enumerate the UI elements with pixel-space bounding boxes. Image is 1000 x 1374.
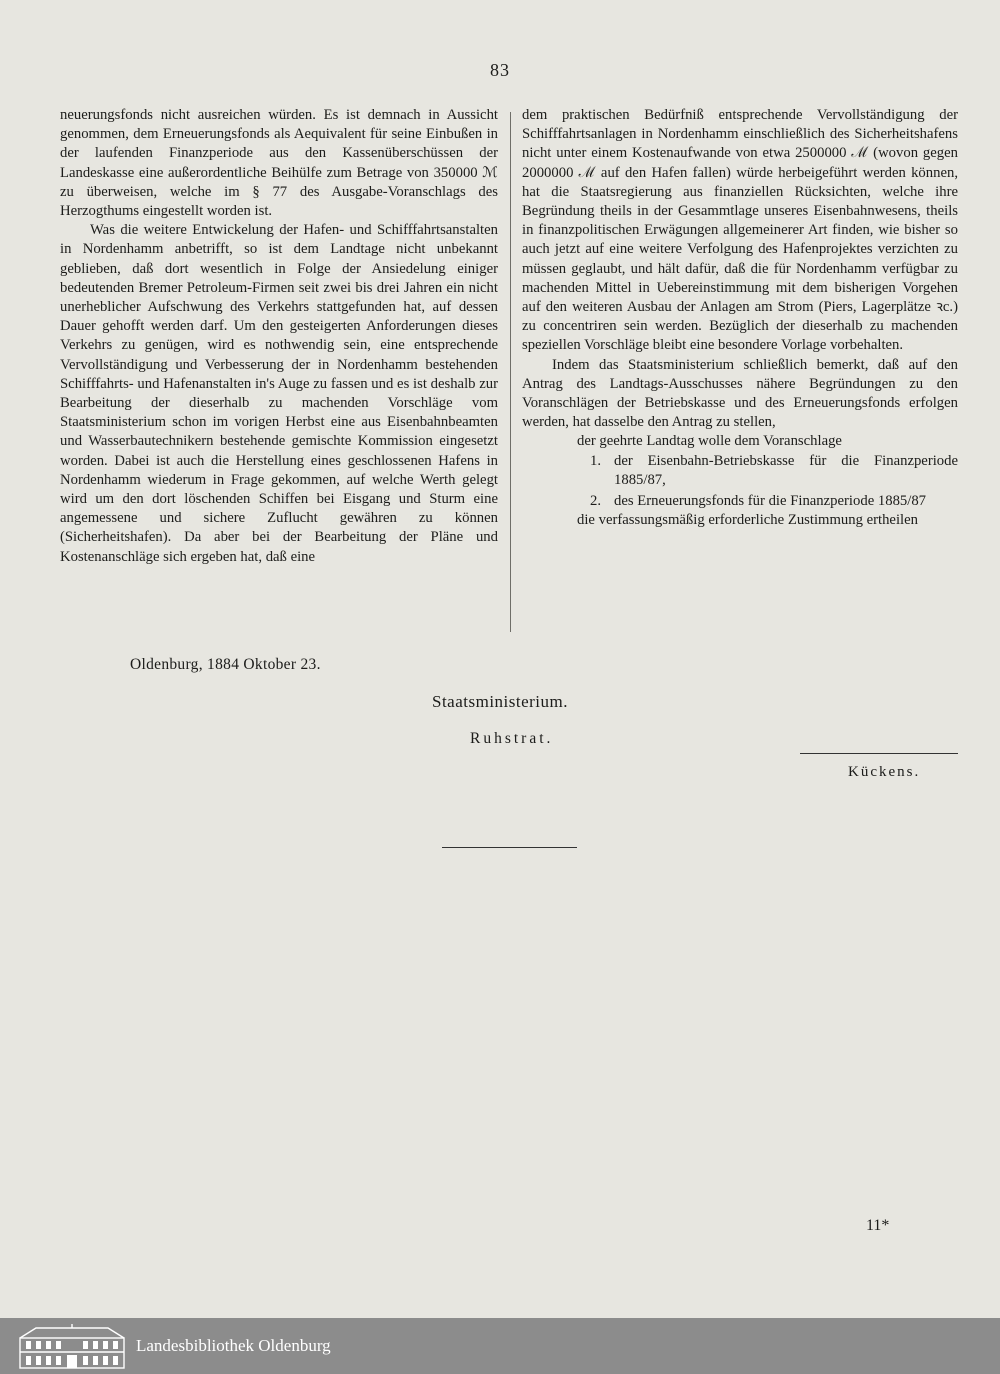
right-paragraph-3: der geehrte Landtag wolle dem Voranschlage (577, 433, 842, 450)
end-rule (442, 847, 577, 848)
footer-bar (0, 1318, 1000, 1374)
list-item (590, 452, 958, 490)
sheet-signature-mark: 11* (866, 1217, 890, 1234)
list-item-text: des Erneuerungsfonds für die Finanzperiode 1885/87 (614, 493, 927, 510)
signature-rule (800, 753, 958, 754)
page-number: 83 (490, 60, 510, 80)
list-item (590, 492, 958, 511)
right-paragraph-1: dem praktischen Bedürfniß entsprechende Vervollständigung der Schifffahrtsanlagen in Nordenhamm einschließlich des Sicherheitshafens nicht unter einem Kostenaufwande von etwa 2500000 ℳ (wovon gegen 2000000 ℳ auf den Hafen fallen) würde herbeigeführt werden können, hat die Staatsregierung aus finanziellen Rücksichten, welche ihre Begründung theils in der Gesammtlage unseres Eisenbahnwesens, theils in finanzpolitischen Erwägungen allgemeinerer Art finden, wie bisher so auch jetzt auf eine weitere Verfolgung des Hafenprojektes verzichten zu müssen geglaubt, und hält dafür, daß die für Nordenhamm verfügbar zu machenden Mittel in Uebereinstimmung mit dem bisherigen Vorgehen auf den weiteren Ausbau der Anlagen am Strom (Piers, Lagerplätze ꝛc.) zu concentriren sein werden. Bezüglich der dieserhalb zu machenden speziellen Vorschläge bleibt eine besondere Vorlage vorbehalten. (522, 107, 958, 354)
left-paragraph-1: neuerungsfonds nicht ausreichen würden. Es ist demnach in Aussicht genommen, dem Erneuerungsfonds als Aequivalent für seine Einbußen in der laufenden Finanzperiode aus den Kassenüberschüssen der Landeskasse eine außerordentliche Beihülfe zum Betrage von 350000 ℳ zu überweisen, welche im § 77 des Ausgabe-Voranschlags des Herzogthums eingestellt worden ist. (60, 107, 498, 220)
date-line: Oldenburg, 1884 Oktober 23. (130, 656, 321, 673)
signature-kueckens: Kückens. (848, 764, 921, 780)
list-item-number: 1. (590, 452, 602, 469)
motion-list (590, 452, 958, 512)
right-paragraph-2: Indem das Staatsministerium schließlich bemerkt, daß auf den Antrag des Landtags-Ausschusses nähere Begründungen zu den Voranschlägen der Betriebskasse und des Erneuerungsfonds erfolgen werden, hat dasselbe den Antrag zu stellen, (522, 356, 958, 431)
list-item-number: 2. (590, 493, 602, 510)
footer-library-name: Landesbibliothek Oldenburg (136, 1336, 331, 1355)
library-building-icon (16, 1322, 128, 1370)
column-divider (510, 112, 511, 632)
right-paragraph-4: die verfassungsmäßig erforderliche Zustimmung ertheilen (577, 512, 918, 529)
ministry-heading: Staatsministerium. (431, 692, 569, 711)
left-column (60, 106, 498, 567)
list-item-text: der Eisenbahn-Betriebskasse für die Finanzperiode 1885/87, (614, 452, 958, 488)
right-column (522, 106, 958, 530)
signature-ruhstrat: Ruhstrat. (470, 730, 554, 747)
left-paragraph-2: Was die weitere Entwickelung der Hafen- und Schifffahrtsanstalten in Nordenhamm anbetrifft, so ist dem Landtage nicht unbekannt geblieben, daß dort wesentlich in Folge der Ansiedelung einiger bedeutenden Bremer Petroleum-Firmen seit zwei bis drei Jahren ein nicht unerheblicher Aufschwung des Verkehrs stattgefunden hat, auf dessen Dauer gehofft werden darf. Um den gesteigerten Anforderungen dieses Verkehrs zu genügen, wird es nothwendig sein, eine entsprechende Vervollständigung und Verbesserung der in Nordenhamm bestehenden Schifffahrts- und Hafenanstalten in's Auge zu fassen und es ist deshalb zur Bearbeitung der dieserhalb zu machenden Vorschläge vom Staatsministerium schon im vorigen Herbst eine aus Eisenbahnbeamten und Wasserbautechnikern bestehende gemischte Kommission eingesetzt worden. Dabei ist auch die Herstellung eines geschlossenen Hafens in Nordenhamm wiederum in Frage gekommen, auf welche Werth gelegt wird um den dort löschenden Schiffen bei Eisgang und Sturm eine angemessene und sichere Zuflucht gewähren zu können (Sicherheitshafen). Da aber bei der Bearbeitung der Pläne und Kostenanschläge sich ergeben hat, daß eine (60, 222, 498, 565)
